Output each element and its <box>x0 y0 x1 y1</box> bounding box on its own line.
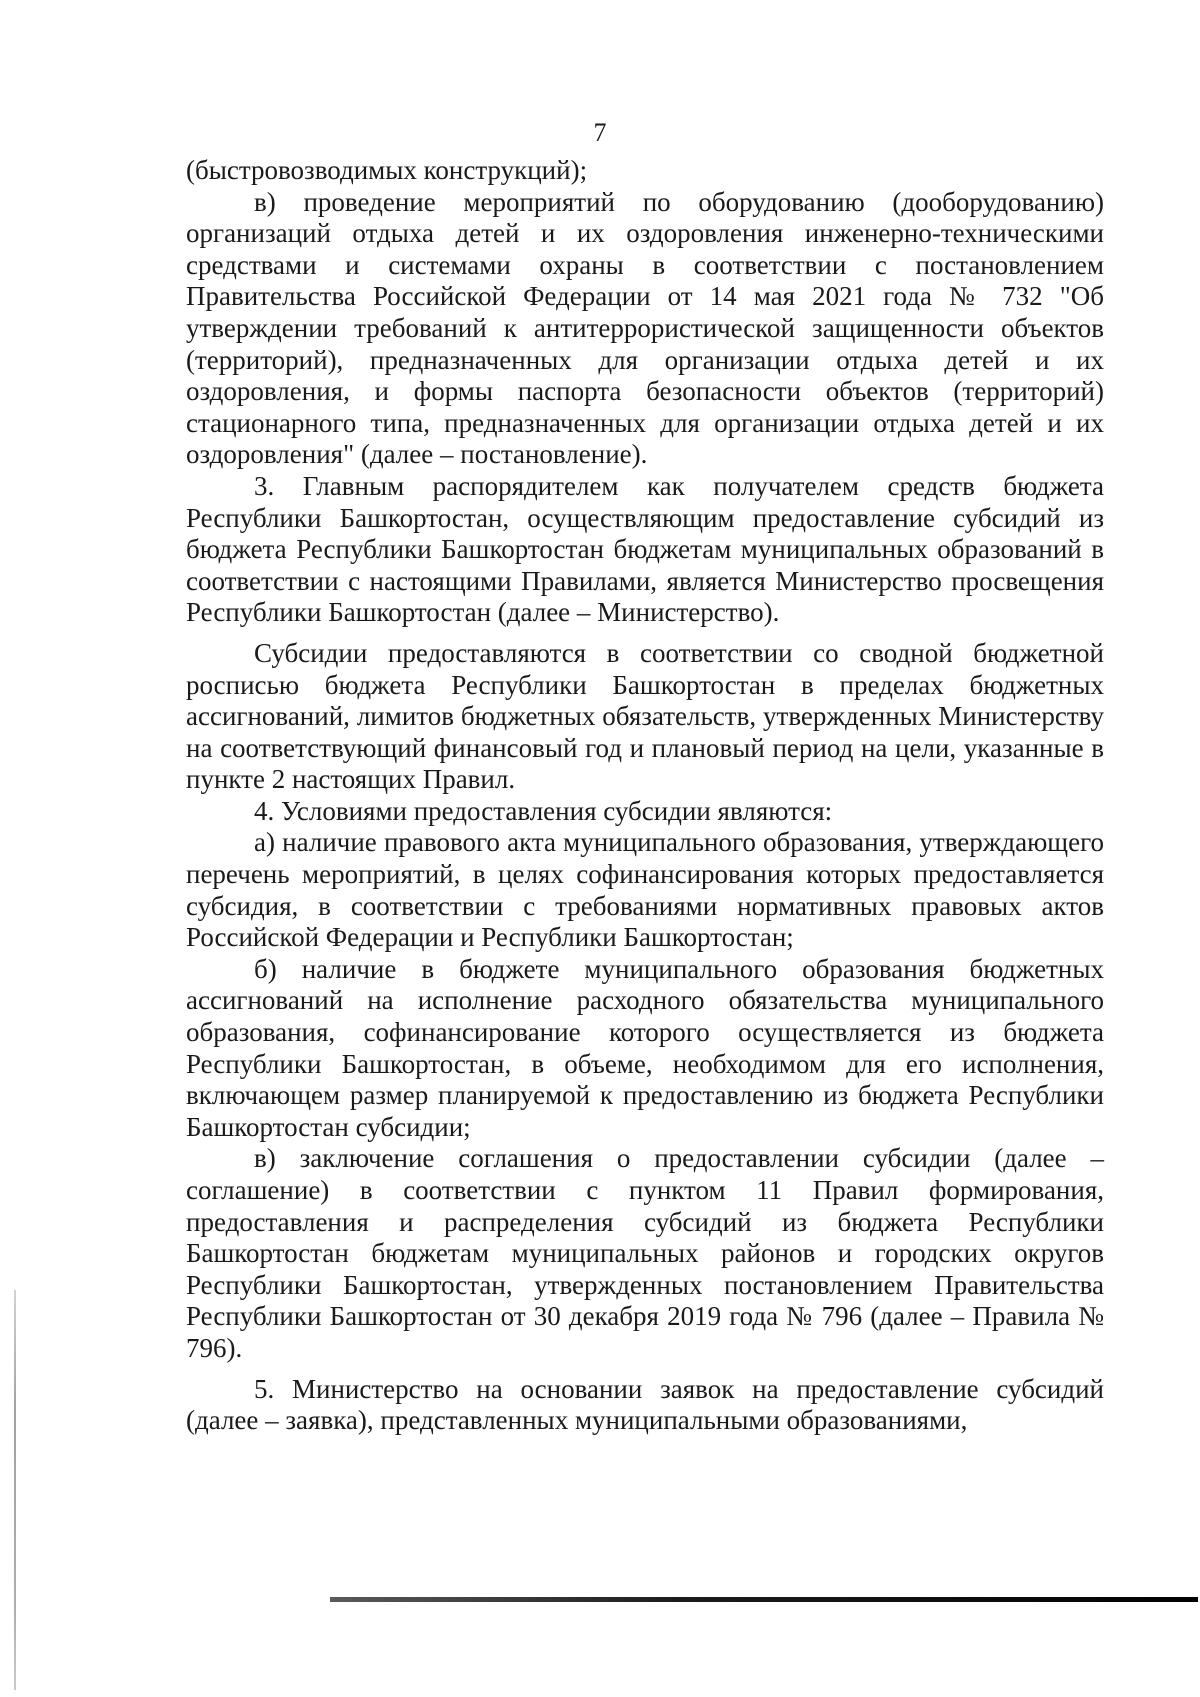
page-number: 7 <box>593 118 607 147</box>
document-body <box>186 155 1104 1437</box>
paragraph-item-b: б) наличие в бюджете муниципального образования бюджетных ассигнований на исполнение расходного обязательства муниципального образования, софинансирование которого осуществляется из бюджета Республики Башкортостан, в объеме, необходимом для его исполнения, включающем размер планируемой к предоставлению из бюджета Республики Башкортостан субсидии; <box>186 953 1104 1142</box>
paragraph-item-v2: в) заключение соглашения о предоставлении субсидии (далее – соглашение) в соответствии с пунктом 11 Правил формирования, предоставления и распределения субсидий из бюджета Республики Башкортостан бюджетам муниципальных районов и городских округов Республики Башкортостан, утвержденных постановлением Правительства Республики Башкортостан от 30 декабря 2019 года № 796 (далее – Правила № 796). <box>186 1143 1104 1363</box>
paragraph-section-3: 3. Главным распорядителем как получателем средств бюджета Республики Башкортостан, осуществляющим предоставление субсидий из бюджета Республики Башкортостан бюджетам муниципальных образований в соответствии с настоящими Правилами, является Министерство просвещения Республики Башкортостан (далее – Министерство). <box>186 470 1104 628</box>
paragraph-item-v: в) проведение мероприятий по оборудованию (дооборудованию) организаций отдыха детей и их оздоровления инженерно-техническими средствами и системами охраны в соответствии с постановлением Правительства Российской Федерации от 14 мая 2021 года № 732 "Об утверждении требований к антитеррористической защищенности объектов (территорий), предназначенных для организации отдыха детей и их оздоровления, и формы паспорта безопасности объектов (территорий) стационарного типа, предназначенных для организации отдыха детей и их оздоровления" (далее – постановление). <box>186 186 1104 470</box>
paragraph-subsidies: Субсидии предоставляются в соответствии со сводной бюджетной росписью бюджета Республики Башкортостан в пределах бюджетных ассигнований, лимитов бюджетных обязательств, утвержденных Министерству на соответствующий финансовый год и плановый период на цели, указанные в пункте 2 настоящих Правил. <box>186 637 1104 795</box>
scan-margin-line <box>14 1290 16 1690</box>
paragraph-continuation: (быстровозводимых конструкций); <box>186 155 588 185</box>
paragraph-section-4: 4. Условиями предоставления субсидии являются: <box>254 795 833 826</box>
scan-bottom-rule <box>330 1597 1198 1602</box>
paragraph-item-a: а) наличие правового акта муниципального образования, утверждающего перечень мероприятий, в целях софинансирования которых предоставляется субсидия, в соответствии с требованиями нормативных правовых актов Российской Федерации и Республики Башкортостан; <box>186 827 1104 953</box>
paragraph-section-5: 5. Министерство на основании заявок на предоставление субсидий (далее – заявка), представленных муниципальными образованиями, <box>186 1373 1104 1436</box>
